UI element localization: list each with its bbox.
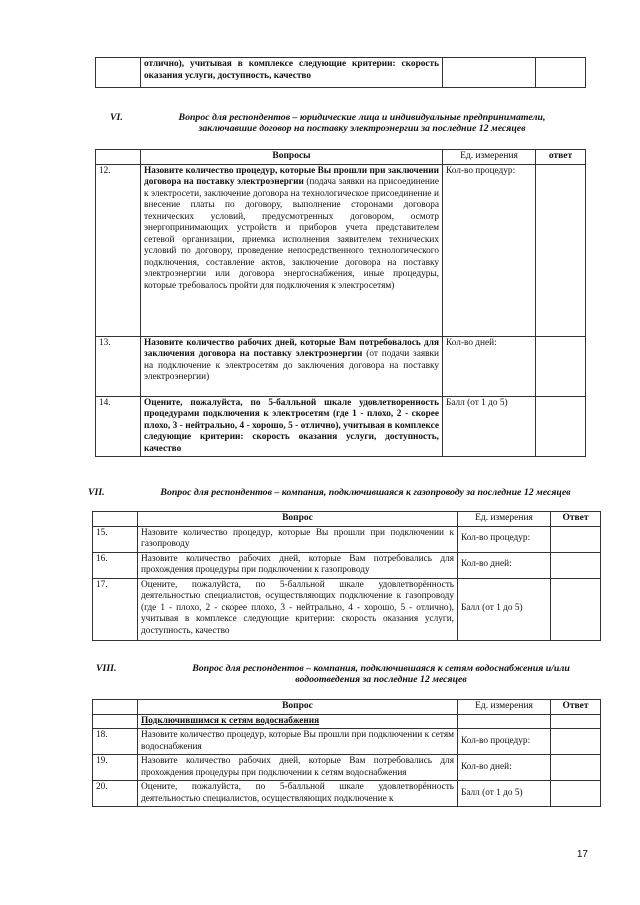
section-6-heading [110,112,585,142]
s8-header-answer: Ответ [551,700,601,715]
unit-cell: Балл (от 1 до 5) [458,781,551,807]
section-8-number: VIII. [96,663,117,674]
answer-cell[interactable] [551,578,601,640]
question-bold-text: Назовите количество процедур, которые Вы прошли при заключении договора на поставку электроэнергии [144,165,439,187]
subheader-cell: Подключившимся к сетям водоснабжения [138,714,458,729]
row-number: 18. [93,729,138,755]
section-8-heading [96,663,596,689]
answer-cell[interactable] [551,755,601,781]
top-text-cell: отлично), учитывая в комплексе следующие критерии: скорость оказания услуги, доступность, качество [141,58,443,88]
question-cell: Назовите количество процедур, которые Вы прошли при подключении к сетям водоснабжения [138,729,458,755]
s8-header-unit: Ед. измерения [458,700,551,715]
question-cell [141,164,443,336]
section-8-title: Вопрос для респондентов – компания, подключившаяся к сетям водоснабжения и/или водоотведения за последние 12 месяцев [192,663,570,685]
question-cell: Оцените, пожалуйста, по 5-балльной шкале удовлетворенность процедурами подключения к электросетям (где 1 - плохо, 2 - скорее плохо, 3 - нейтрально, 4 - хорошо, 5 - отлично), учитывая в комплексе следующие критерии: скорость оказания услуги, доступность, качество [141,396,443,457]
unit-cell: Кол-во процедур: [443,164,536,336]
row-number: 17. [93,578,138,640]
unit-cell: Кол-во процедур: [458,526,551,552]
section-7-title: Вопрос для респондентов – компания, подключившаяся к газопроводу за последние 12 месяцев [160,487,571,498]
answer-cell[interactable] [536,396,586,457]
section-8-table [92,699,601,807]
row-number: 16. [93,552,138,578]
answer-cell[interactable] [536,164,586,336]
s8-header-question: Вопрос [138,700,458,715]
section-7-heading [88,487,598,501]
answer-cell[interactable] [551,781,601,807]
table-row [93,552,601,578]
unit-cell: Кол-во процедур: [458,729,551,755]
s7-header-unit: Ед. измерения [458,512,551,527]
unit-cell: Балл (от 1 до 5) [443,396,536,457]
unit-cell: Кол-во дней: [458,552,551,578]
s7-header-num [93,512,138,527]
page-number: 17 [576,849,588,860]
row-number: 19. [93,755,138,781]
answer-cell[interactable] [551,729,601,755]
row-number: 12. [96,164,141,336]
top-unit-cell [443,58,536,88]
question-cell: Назовите количество рабочих дней, которые Вам потребовались для прохождения процедуры при подключении к газопроводу [138,552,458,578]
section-6-number: VI. [110,112,123,123]
question-cell [141,336,443,396]
subheader-unit [458,714,551,729]
table-row [93,755,601,781]
table-row [93,526,601,552]
question-cell: Назовите количество рабочих дней, которые Вам потребовались для прохождения процедуры при подключении к сетям водоснабжения [138,755,458,781]
subheader-answer [551,714,601,729]
section-6-title: Вопрос для респондентов – юридические лица и индивидуальные предприниматели, заключавшие договор на поставку электроэнергии за последние 12 месяцев [178,112,546,134]
s6-header-answer: ответ [536,150,586,165]
answer-cell[interactable] [551,552,601,578]
row-number: 20. [93,781,138,807]
unit-cell: Кол-во дней: [443,336,536,396]
question-cell: Назовите количество процедур, которые Вы прошли при подключении к газопроводу [138,526,458,552]
section-6-table [95,149,586,457]
top-num-cell [96,58,141,88]
table-row [96,164,586,336]
table-row [96,396,586,457]
question-text: (подача заявки на присоединение к электросети, заключение договора на технологическое присоединение и внесение платы по договору, выполнение сторонами договора технических условий, предусмотренных договором, осмотр энергопринимающих устройств и приборов учета представителем сетевой организации, приемка исполнения заявителем технических условий по договору, проведение непосредственного технологического подключения, составление актов, заключение договора на поставку электроэнергии или договора энергоснабжения, иные процедуры, которые требовалось пройти для подключения к электросетям) [144,177,439,291]
unit-cell: Кол-во дней: [458,755,551,781]
s6-header-question: Вопросы [141,150,443,165]
table-row [96,336,586,396]
answer-cell[interactable] [536,336,586,396]
question-cell: Оцените, пожалуйста, по 5-балльной шкале удовлетворённость деятельностью специалистов, осуществляющих подключение к газопроводу (где 1 - плохо, 2 - скорее плохо, 3 - нейтрально, 4 - хорошо, 5 - отлично), учитывая в комплексе следующие критерии: скорость оказания услуги, доступность, качество [138,578,458,640]
section-7-table [92,511,601,641]
question-cell: Оцените, пожалуйста, по 5-балльной шкале удовлетворённость деятельностью специалистов, осуществляющих подключение к [138,781,458,807]
subheader-num [93,714,138,729]
row-number: 14. [96,396,141,457]
s6-header-unit: Ед. измерения [443,150,536,165]
answer-cell[interactable] [551,526,601,552]
table-row [93,578,601,640]
s8-header-num [93,700,138,715]
top-answer-cell [536,58,586,88]
section-7-number: VII. [88,487,105,498]
top-table [95,57,586,88]
table-row [93,729,601,755]
table-row [93,781,601,807]
s7-header-question: Вопрос [138,512,458,527]
question-bold-text: Назовите количество рабочих дней, которые Вам потребовалось для заключения договора на поставку электроэнергии [144,337,439,359]
row-number: 15. [93,526,138,552]
unit-cell: Балл (от 1 до 5) [458,578,551,640]
s7-header-answer: Ответ [551,512,601,527]
question-text: (от подачи заявки на подключение к электросетям до заключения договора на поставку электроэнергии) [144,349,439,382]
s6-header-num [96,150,141,165]
row-number: 13. [96,336,141,396]
